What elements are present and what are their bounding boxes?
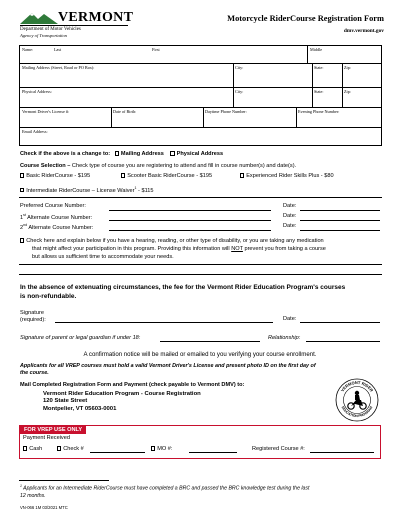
signature-label	[20, 310, 46, 323]
seal-top-text: VERMONT RIDER	[339, 379, 375, 393]
intermediate-course-option	[20, 186, 153, 194]
name-label: Name:	[22, 47, 34, 52]
alt1-date-label: Date:	[283, 213, 297, 219]
alt2-date-label: Date:	[283, 223, 297, 229]
signature-date-label: Date:	[283, 316, 297, 322]
preferred-course-input[interactable]	[109, 210, 271, 211]
disability-explain-line-1[interactable]	[19, 264, 382, 265]
payment-received-label: Payment Received	[23, 435, 70, 441]
experienced-course-label: Experienced Rider Skills Plus - $80	[246, 173, 334, 179]
applicants-note-1: Applicants for all VREP courses must hold a valid Vermont Driver's License and present photo ID on the first day of	[20, 363, 316, 369]
alt2-course-input[interactable]	[109, 230, 271, 231]
mailing-change-label: Mailing Address	[120, 151, 164, 157]
disability-text-1: Check here and explain below if you have a hearing, reading, or other type of disability, or you are taking any medication	[26, 238, 324, 244]
middle-name-label: Middle	[310, 47, 323, 52]
disability-text-2b: prevent you from taking a course	[242, 246, 326, 252]
first-name-label: First	[152, 47, 160, 52]
form-id: VN-066 1M 03/2021 MTC	[20, 505, 68, 510]
mail-line-1: Vermont Rider Education Program - Course Registration	[43, 391, 201, 397]
signature-input[interactable]	[55, 322, 273, 323]
alt2-date-input[interactable]	[300, 230, 380, 231]
form-title: Motorcycle RiderCourse Registration Form	[227, 14, 384, 23]
mountain-logo-icon	[20, 11, 58, 25]
seal-bottom-text: EDUCATION PROGRAM	[340, 405, 374, 419]
mailing-address-label: Mailing Address (Street, Road or PO Box):	[22, 65, 95, 70]
cash-option	[23, 446, 42, 452]
scooter-course-label: Scooter Basic RiderCourse - $195	[127, 173, 213, 179]
mailing-change-checkbox[interactable]	[115, 151, 119, 155]
experienced-course-option	[240, 173, 334, 179]
experienced-course-checkbox[interactable]	[240, 173, 244, 177]
relationship-label: Relationship:	[268, 335, 301, 341]
signature-date-input[interactable]	[300, 322, 380, 323]
physical-zip-label: Zip:	[344, 89, 351, 94]
refund-line-1: In the absence of extenuating circumstances, the fee for the Vermont Rider Education Program's courses	[20, 284, 346, 291]
preferred-date-input[interactable]	[300, 210, 380, 211]
scooter-course-checkbox[interactable]	[121, 173, 125, 177]
last-name-label: Last	[54, 47, 62, 52]
alt2-number: 2	[20, 224, 24, 231]
website: dmv.vermont.gov	[343, 28, 384, 34]
preferred-course-label: Preferred Course Number:	[20, 203, 86, 209]
check-label: Check #	[63, 446, 84, 452]
physical-change-label: Physical Address	[176, 151, 224, 157]
change-text: Check if the above is a change to:	[20, 151, 111, 157]
confirmation-notice: A confirmation notice will be mailed or emailed to you verifying your course enrollment.	[83, 351, 317, 358]
mailing-zip-label: Zip:	[344, 65, 351, 70]
alt1-suffix: st	[23, 213, 26, 217]
office-use-header: FOR VREP USE ONLY	[20, 426, 86, 434]
vrep-seal-icon	[335, 378, 379, 422]
preferred-date-label: Date:	[283, 203, 297, 209]
footnote-separator	[19, 480, 109, 481]
intermediate-price: - $115	[136, 187, 154, 194]
registered-course-input[interactable]	[310, 452, 374, 453]
alt1-course-label	[20, 213, 92, 221]
intermediate-footnote-ref: 1	[134, 186, 137, 190]
refund-line-2: is non-refundable.	[20, 292, 77, 300]
office-use-box	[19, 425, 381, 459]
logo-text: VERMONT	[58, 10, 134, 25]
mail-line-3: Montpelier, VT 05603-0001	[43, 405, 117, 412]
cash-checkbox[interactable]	[23, 446, 27, 450]
intermediate-course-checkbox[interactable]	[20, 188, 24, 192]
physical-state-label: State:	[314, 89, 324, 94]
mo-label: MO #:	[157, 446, 173, 452]
mo-number-input[interactable]	[189, 452, 237, 453]
applicant-table	[19, 45, 382, 146]
scooter-course-option	[121, 173, 212, 179]
disability-line2	[32, 246, 326, 252]
intermediate-course-label: Intermediate RiderCourse – License Waiver	[26, 187, 135, 194]
course-heading	[20, 163, 296, 169]
registered-course-label: Registered Course #:	[252, 446, 305, 452]
disability-not: NOT	[231, 246, 243, 252]
disability-line1	[20, 238, 324, 244]
alt1-number: 1	[20, 214, 24, 221]
mail-line-2: 120 State Street	[43, 398, 88, 405]
course-heading-bold: Course Selection –	[20, 163, 71, 169]
alt2-text: Alternate Course Number:	[27, 224, 94, 231]
footnote-line-2: 12 months.	[20, 492, 46, 499]
physical-change-checkbox[interactable]	[170, 151, 174, 155]
basic-course-label: Basic RiderCourse - $195	[26, 173, 91, 179]
alt1-date-input[interactable]	[300, 220, 380, 221]
check-option	[57, 446, 84, 452]
applicants-note-2: the course.	[20, 370, 49, 377]
disability-checkbox[interactable]	[20, 238, 24, 242]
guardian-signature-input[interactable]	[160, 341, 260, 342]
alt1-text: Alternate Course Number:	[25, 214, 93, 221]
relationship-input[interactable]	[306, 341, 380, 342]
alt2-course-label	[20, 223, 93, 231]
check-checkbox[interactable]	[57, 446, 61, 450]
course-instruction: Check type of course you are registering to attend and fill in course number(s) and date(s).	[70, 163, 297, 169]
signature-label-1: Signature	[20, 310, 44, 316]
mail-heading: Mail Completed Registration Form and Payment (check payable to Vermont DMV) to:	[20, 382, 245, 388]
email-label: Email Address:	[22, 129, 48, 134]
alt1-course-input[interactable]	[109, 220, 271, 221]
footnote-line-1: Applicants for an Intermediate RiderCourse must have completed a BRC and passed the BRC knowledge test during the last	[21, 485, 310, 492]
footnote	[20, 483, 309, 500]
mo-checkbox[interactable]	[151, 446, 155, 450]
footnote-marker: 1	[20, 484, 22, 488]
alt2-suffix: nd	[23, 223, 28, 227]
mail-address	[43, 391, 201, 413]
disability-explain-line-2[interactable]	[19, 274, 382, 275]
dept-name: Department of Motor Vehicles	[20, 27, 81, 32]
disability-text-2a: that might affect your participation in this program. Providing this information will	[32, 246, 232, 252]
eve-phone-label: Evening Phone Number:	[298, 109, 340, 114]
dob-label: Date of Birth:	[113, 109, 137, 114]
change-row	[20, 151, 223, 157]
course-options-row	[20, 173, 90, 179]
check-number-input[interactable]	[90, 452, 145, 453]
signature-label-2: (required):	[20, 316, 46, 323]
refund-notice	[20, 284, 345, 301]
mo-option	[151, 446, 172, 452]
basic-course-checkbox[interactable]	[20, 173, 24, 177]
disability-line3: but allows us sufficient time to accommodate your needs.	[32, 254, 174, 260]
mailing-state-label: State:	[314, 65, 324, 70]
license-label: Vermont Driver's License #:	[22, 109, 70, 114]
day-phone-label: Daytime Phone Number:	[205, 109, 247, 114]
physical-address-label: Physical Address:	[22, 89, 52, 94]
guardian-label: Signature of parent or legal guardian if under 18:	[20, 335, 141, 341]
mailing-city-label: City:	[235, 65, 244, 70]
applicants-note	[20, 363, 316, 378]
agency-name: Agency of Transportation	[20, 33, 67, 38]
physical-city-label: City:	[235, 89, 244, 94]
cash-label: Cash	[29, 446, 43, 452]
